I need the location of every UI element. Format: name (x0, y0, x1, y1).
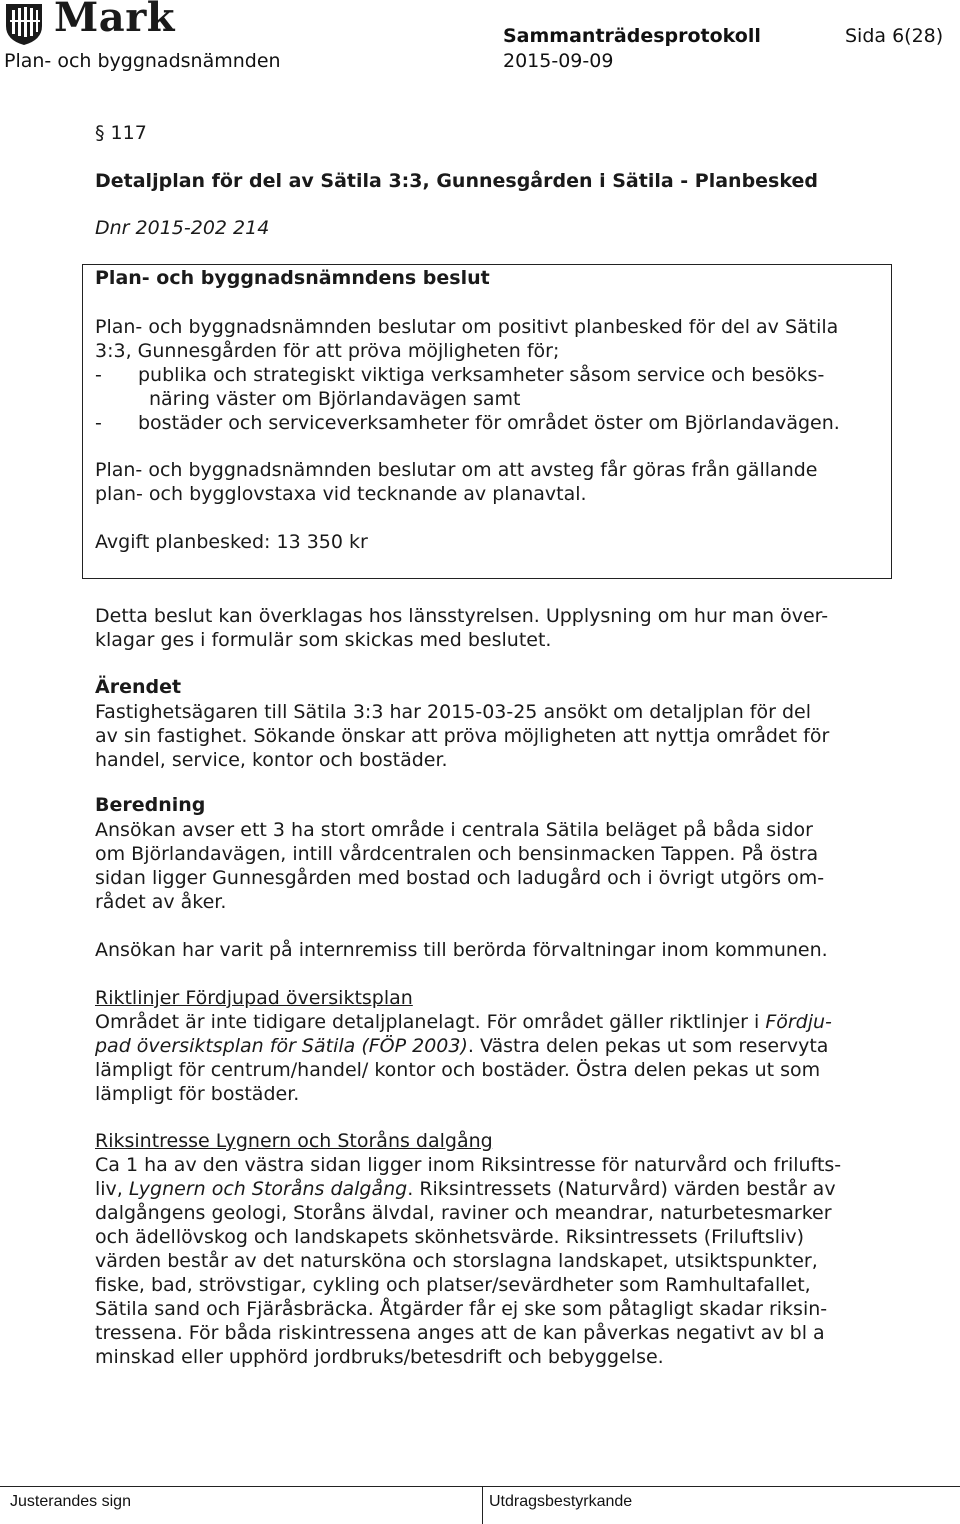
section-number: § 117 (95, 122, 147, 144)
decision-bullet: - publika och strategiskt viktiga verksamheter såsom service och besöks- näring väster om Björlandavägen samt (95, 364, 825, 410)
meeting-date: 2015-09-09 (503, 50, 614, 72)
diary-number: Dnr 2015-202 214 (95, 217, 270, 239)
decision-heading: Plan- och byggnadsnämndens beslut (95, 267, 490, 289)
footer-rule (0, 1486, 960, 1487)
riktlinjer-text: Området är inte tidigare detaljplanelagt. För området gäller riktlinjer i Fördju- pad översiktsplan för Sätila (FÖP 2003). Västra delen pekas ut som reservyta lämpligt för centrum/handel/ kontor och bostäder. Östra delen pekas ut som lämpligt för bostäder. (95, 1011, 832, 1105)
footer-divider (482, 1486, 483, 1524)
municipality-logo (4, 2, 44, 46)
arendet-text: Fastighetsägaren till Sätila 3:3 har 2015-03-25 ansökt om detaljplan för del av sin fastighet. Sökande önskar att pröva möjligheten att nyttja området för handel, service, kontor och bostäder. (95, 701, 830, 771)
decision-bullet: - bostäder och serviceverksamheter för området öster om Björlandavägen. (95, 412, 840, 434)
riksintresse-text: Ca 1 ha av den västra sidan ligger inom Riksintresse för naturvård och frilufts- liv, Lygnern och Storåns dalgång. Riksintressets (Naturvård) värden består av dalgångens geologi, Storåns älvdal, raviner och meandrar, naturbetesmarker och ädellövskog och landskapets skönhetsvärde. Riksintressets (Friluftsliv) värden består av det natursköna och storslagna landskapet, utsiktspunkter, fiske, bad, strövstigar, cykling och platser/sevärdheter som Ramhultafallet, Sätila sand och Fjäråsbräcka. Åtgärder får ej ske som påtagligt skadar riksin- tressena. För båda riskintressena anges att de kan påverkas negativt av bl a minskad eller upphörd jordbruks/betesdrift och bebyggelse. (95, 1154, 842, 1368)
remiss-text: Ansökan har varit på internremiss till berörda förvaltningar inom kommunen. (95, 939, 828, 961)
org-wordmark: Mark (54, 0, 175, 41)
arendet-heading: Ärendet (95, 676, 182, 698)
fee-text: Avgift planbesked: 13 350 kr (95, 531, 368, 553)
riksintresse-heading: Riksintresse Lygnern och Storåns dalgång (95, 1130, 493, 1152)
section-title: Detaljplan för del av Sätila 3:3, Gunnesgården i Sätila - Planbesked (95, 170, 818, 192)
beredning-text: Ansökan avser ett 3 ha stort område i centrala Sätila beläget på båda sidor om Björlandavägen, intill vårdcentralen och bensinmacken Tappen. På östra sidan ligger Gunnesgården med bostad och ladugård och i övrigt utgörs om- rådet av åker. (95, 819, 825, 913)
decision-intro: Plan- och byggnadsnämnden beslutar om positivt planbesked för del av Sätila 3:3, Gunnesgården för att pröva möjligheten för; (95, 316, 839, 362)
utdragsbestyrkande-label: Utdragsbestyrkande (489, 1493, 633, 1510)
committee-name: Plan- och byggnadsnämnden (4, 50, 281, 72)
justerandes-sign-label: Justerandes sign (10, 1493, 131, 1510)
document-type: Sammanträdesprotokoll (503, 25, 761, 47)
decision-deviation: Plan- och byggnadsnämnden beslutar om att avsteg får göras från gällande plan- och bygglovstaxa vid tecknande av planavtal. (95, 459, 818, 505)
riktlinjer-heading: Riktlinjer Fördjupad översiktsplan (95, 987, 413, 1009)
beredning-heading: Beredning (95, 794, 206, 816)
appeal-text: Detta beslut kan överklagas hos länsstyrelsen. Upplysning om hur man över- klagar ges i formulär som skickas med beslutet. (95, 605, 829, 651)
page-number: Sida 6(28) (845, 25, 944, 47)
